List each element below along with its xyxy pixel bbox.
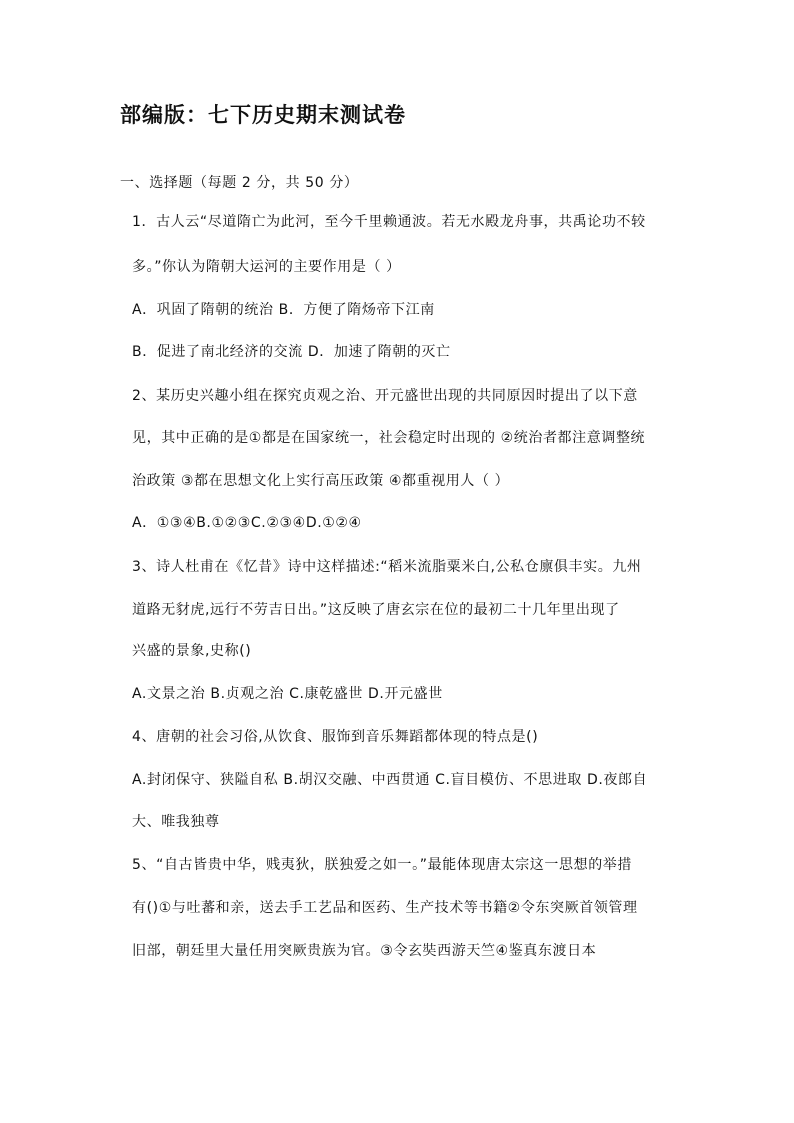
text-line-q2-options: A．①③④B.①②③C.②③④D.①②④ <box>132 515 362 531</box>
text-line-q4-options-b: 大、唯我独尊 <box>132 814 220 830</box>
text-line-q2-b: 见，其中正确的是①都是在国家统一，社会稳定时出现的 ②统治者都注意调整统 <box>132 430 646 446</box>
text-line-q4-options-a: A.封闭保守、狭隘自私 B.胡汉交融、中西贯通 C.盲目模仿、不思进取 D.夜郎自 <box>132 772 648 788</box>
text-line-q5-b: 有()①与吐蕃和亲，送去手工艺品和医药、生产技术等书籍②令东突厥首领管理 <box>132 900 638 916</box>
text-line-q2-a: 2、某历史兴趣小组在探究贞观之治、开元盛世出现的共同原因时提出了以下意 <box>132 388 638 404</box>
document-title: 部编版：七下历史期末测试卷 <box>120 102 406 127</box>
text-line-q5-c: 旧部，朝廷里大量任用突厥贵族为官。③令玄奘西游天竺④鉴真东渡日本 <box>132 943 597 959</box>
text-line-q3-a: 3、诗人杜甫在《忆昔》诗中这样描述:“稻米流脂粟米白,公私仓廪俱丰实。九州 <box>132 559 642 575</box>
text-line-q1-a: 1．古人云“尽道隋亡为此河，至今千里赖通波。若无水殿龙舟事，共禹论功不较 <box>132 214 646 230</box>
text-line-q1-b: 多。”你认为隋朝大运河的主要作用是（ ） <box>132 259 401 275</box>
text-line-q3-options: A.文景之治 B.贞观之治 C.康乾盛世 D.开元盛世 <box>132 686 443 702</box>
text-line-q2-c: 治政策 ③都在思想文化上实行高压政策 ④都重视用人（ ） <box>132 473 510 489</box>
text-line-q4-a: 4、唐朝的社会习俗,从饮食、服饰到音乐舞蹈都体现的特点是() <box>132 729 539 745</box>
text-line-q1-option-1: A．巩固了隋朝的统治 B．方便了隋炀帝下江南 <box>132 302 435 318</box>
section-heading: 一、选择题（每题 2 分，共 50 分） <box>120 175 359 191</box>
text-line-q3-c: 兴盛的景象,史称() <box>132 643 252 659</box>
text-line-q1-option-2: B．促进了南北经济的交流 D．加速了隋朝的灭亡 <box>132 344 451 360</box>
text-line-q3-b: 道路无豺虎,远行不劳吉日出。”这反映了唐玄宗在位的最初二十几年里出现了 <box>132 602 620 618</box>
text-line-q5-a: 5、“自古皆贵中华，贱夷狄，朕独爱之如一。”最能体现唐太宗这一思想的举措 <box>132 857 633 873</box>
